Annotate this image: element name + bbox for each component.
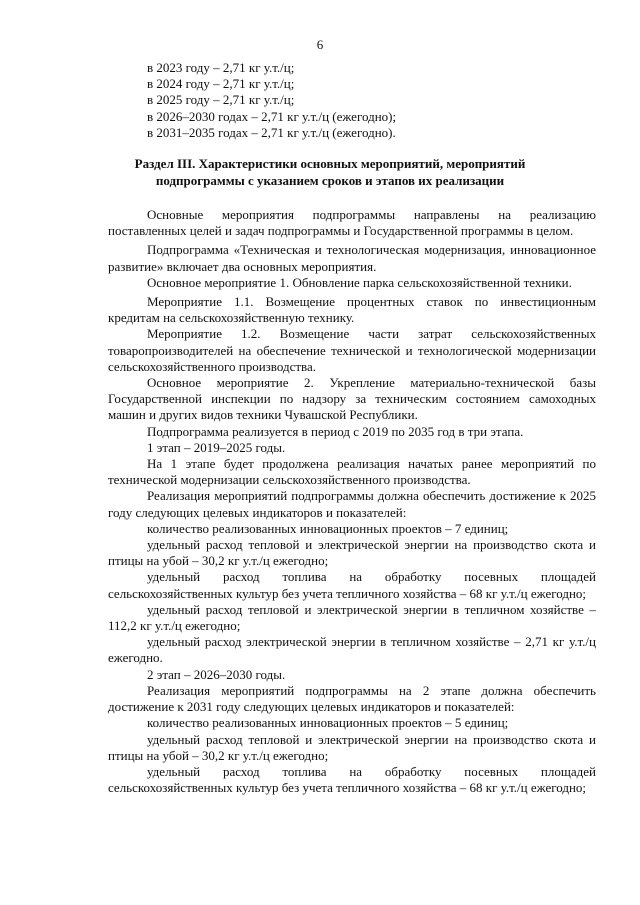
paragraph: удельный расход тепловой и электрической энергии на производство скота и птицы на убой – 30,2 кг у.т./ц ежегодно; [108,537,596,569]
page-number: 6 [316,37,324,52]
intro-line: в 2024 году – 2,71 кг у.т./ц; [147,76,295,92]
paragraph: количество реализованных инновационных проектов – 5 единиц; [147,715,509,731]
section-heading-line: подпрограммы с указанием сроков и этапов их реализации [155,173,505,188]
paragraph: 2 этап – 2026–2030 годы. [147,666,286,682]
paragraph: Основное мероприятие 2. Укрепление материально-технической базы Государственной инспекции по надзору за техническим состоянием самоходных машин и других видов техники Чувашской Республики. [108,375,596,423]
section-heading [60,155,600,189]
paragraph: Мероприятие 1.2. Возмещение части затрат сельскохозяйственных товаропроизводителей на обеспечение технической и технологической модернизации сельскохозяйственного производства. [108,326,596,374]
intro-line: в 2031–2035 годах – 2,71 кг у.т./ц (ежегодно). [147,124,396,140]
intro-line: в 2026–2030 годах – 2,71 кг у.т./ц (ежегодно); [147,108,397,124]
paragraph: удельный расход топлива на обработку посевных площадей сельскохозяйственных культур без учета тепличного хозяйства – 68 кг у.т./ц ежегодно; [108,763,596,796]
paragraph: Основное мероприятие 1. Обновление парка сельскохозяйственной техники. [147,274,572,290]
paragraph: 1 этап – 2019–2025 годы. [147,439,286,455]
intro-line: в 2023 году – 2,71 кг у.т./ц; [147,60,295,75]
paragraph: Реализация мероприятий подпрограммы должна обеспечить достижение к 2025 году следующих целевых индикаторов и показателей: [108,488,596,520]
paragraph: Реализация мероприятий подпрограммы на 2 этапе должна обеспечить достижение к 2031 году следующих целевых индикаторов и показателей: [108,682,596,715]
intro-line: в 2025 году – 2,71 кг у.т./ц; [147,92,295,108]
intro-list [147,60,396,141]
body-text [108,207,596,796]
paragraph: Подпрограмма «Техническая и технологическая модернизация, инновационное развитие» включает два основных мероприятия. [108,242,596,274]
paragraph: На 1 этапе будет продолжена реализация начатых ранее мероприятий по технической модернизации сельскохозяйственного производства. [108,456,596,488]
paragraph: удельный расход тепловой и электрической энергии на производство скота и птицы на убой – 30,2 кг у.т./ц ежегодно; [108,731,596,763]
paragraph: количество реализованных инновационных проектов – 7 единиц; [147,520,509,536]
paragraph: Подпрограмма реализуется в период с 2019 по 2035 год в три этапа. [147,423,524,439]
section-heading-line: Раздел III. Характеристики основных мероприятий, мероприятий [134,156,526,171]
paragraph: удельный расход топлива на обработку посевных площадей сельскохозяйственных культур без учета тепличного хозяйства – 68 кг у.т./ц ежегодно; [108,569,596,601]
paragraph: Основные мероприятия подпрограммы направлены на реализацию поставленных целей и задач подпрограммы и Государственной программы в целом. [108,207,596,239]
paragraph: удельный расход электрической энергии в тепличном хозяйстве – 2,71 кг у.т./ц ежегодно. [108,634,596,666]
paragraph: удельный расход тепловой и электрической энергии в тепличном хозяйстве – 112,2 кг у.т./ц ежегодно; [108,601,596,634]
paragraph: Мероприятие 1.1. Возмещение процентных ставок по инвестиционным кредитам на сельскохозяйственную технику. [108,294,596,326]
